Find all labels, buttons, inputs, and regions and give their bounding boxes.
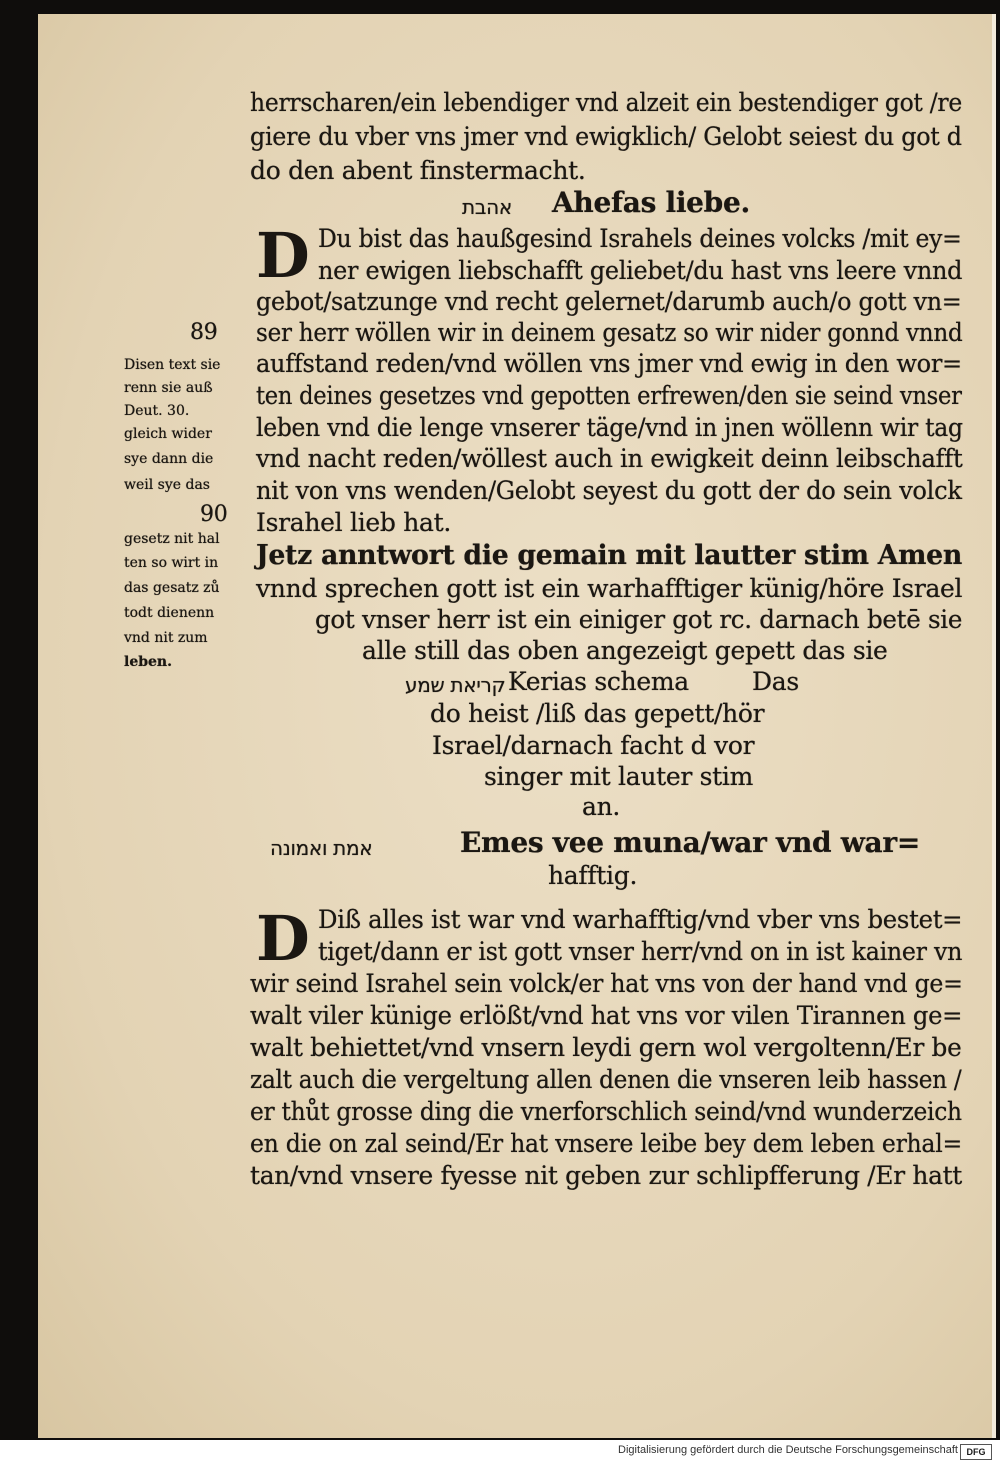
text-line: Diß alles ist war vnd warhafftig/vnd vber vns bestet= [318, 905, 963, 934]
hebrew-heading: אהבת [462, 195, 512, 219]
text-line: ten deines gesetzes vnd gepotten erfrewen/den sie seind vnser [256, 381, 962, 410]
margin-note: ten so wirt in [124, 555, 219, 571]
margin-note: todt dienenn [124, 605, 215, 621]
text-line: alle still das oben angezeigt gepett das sie [362, 636, 888, 665]
dfg-logo: DFG [960, 1444, 992, 1460]
margin-note: Disen text sie [124, 357, 221, 373]
page-edge [992, 14, 996, 1438]
text-line: Israel/darnach facht d vor [432, 731, 755, 760]
drop-capital: D [256, 902, 310, 975]
text-line: walt viler künige erlößt/vnd hat vns vor vilen Tirannen ge= [250, 1001, 963, 1030]
margin-note: das gesatz zů [124, 580, 220, 596]
text-line: tiget/dann er ist gott vnser herr/vnd on in ist kainer vn [318, 937, 963, 966]
text-line: Israhel lieb hat. [256, 508, 452, 537]
text-line: zalt auch die vergeltung allen denen die vnseren leib hassen / [250, 1065, 962, 1094]
margin-note: weil sye das [124, 477, 210, 493]
footer-bar [0, 1440, 1000, 1463]
text-line: vnnd sprechen gott ist ein warhafftiger künig/höre Israel [256, 574, 963, 603]
section-heading: Ahefas liebe. [552, 186, 750, 219]
text-line: ser herr wöllen wir in deinem gesatz so wir nider gonnd vnnd [256, 318, 963, 347]
margin-note: gesetz nit hal [124, 531, 220, 547]
text-line: hafftig. [548, 861, 638, 890]
text-line: nit von vns wenden/Gelobt seyest du gott der do sein volck [256, 476, 962, 505]
text-line: ner ewigen liebschafft geliebet/du hast vns leere vnnd [318, 256, 963, 285]
funding-credit: Digitalisierung gefördert durch die Deutsche Forschungsgemeinschaft [618, 1444, 958, 1456]
section-heading: Emes vee muna/war vnd war= [460, 826, 921, 859]
margin-note: Deut. 30. [124, 403, 190, 419]
section-heading: Jetz anntwort die gemain mit lautter stim Amen [256, 540, 962, 571]
text-line: an. [582, 792, 621, 821]
text-line: do heist /liß das gepett/hör [430, 699, 765, 728]
hebrew-heading: אמת ואמונה [270, 836, 373, 860]
text-line: walt behiettet/vnd vnsern leydi gern wol vergoltenn/Er be [250, 1033, 962, 1062]
margin-note: renn sie auß [124, 380, 213, 396]
text-line: Kerias schema [508, 667, 689, 696]
margin-note: vnd nit zum [124, 630, 208, 646]
margin-number: 89 [190, 320, 218, 345]
text-line: auffstand reden/vnd wöllen vns jmer vnd ewig in den wor= [256, 349, 962, 378]
text-line: Du bist das haußgesind Israhels deines volcks /mit ey= [318, 224, 962, 253]
text-line: er thůt grosse ding die vnerforschlich seind/vnd wunderzeich [250, 1097, 962, 1126]
margin-note: sye dann die [124, 451, 214, 467]
text-line: vnd nacht reden/wöllest auch in ewigkeit deinn leibschafft [256, 444, 963, 473]
drop-capital: D [256, 219, 310, 292]
text-line: leben vnd die lenge vnserer täge/vnd in jnen wöllenn wir tag [256, 413, 963, 442]
text-line: do den abent finstermacht. [250, 156, 586, 185]
hebrew-text: קריאת שמע [405, 673, 506, 697]
text-line: got vnser herr ist ein einiger got rc. darnach betē sie [315, 605, 963, 634]
text-line: tan/vnd vnsere fyesse nit geben zur schlipfferung /Er hatt [250, 1161, 962, 1190]
text-line: singer mit lauter stim [484, 762, 754, 791]
text-line: en die on zal seind/Er hat vnsere leibe bey dem leben erhal= [250, 1129, 962, 1158]
text-line: Das [752, 667, 799, 696]
margin-number: 90 [200, 502, 228, 527]
text-line: wir seind Israhel sein volck/er hat vns von der hand vnd ge= [250, 969, 963, 998]
margin-note: gleich wider [124, 426, 212, 442]
text-line: gebot/satzunge vnd recht gelernet/darumb auch/o gott vn= [256, 287, 962, 316]
text-line: herrscharen/ein lebendiger vnd alzeit ein bestendiger got /re [250, 88, 962, 117]
text-line: giere du vber vns jmer vnd ewigklich/ Gelobt seiest du got d [250, 122, 962, 151]
margin-note: leben. [124, 654, 172, 670]
